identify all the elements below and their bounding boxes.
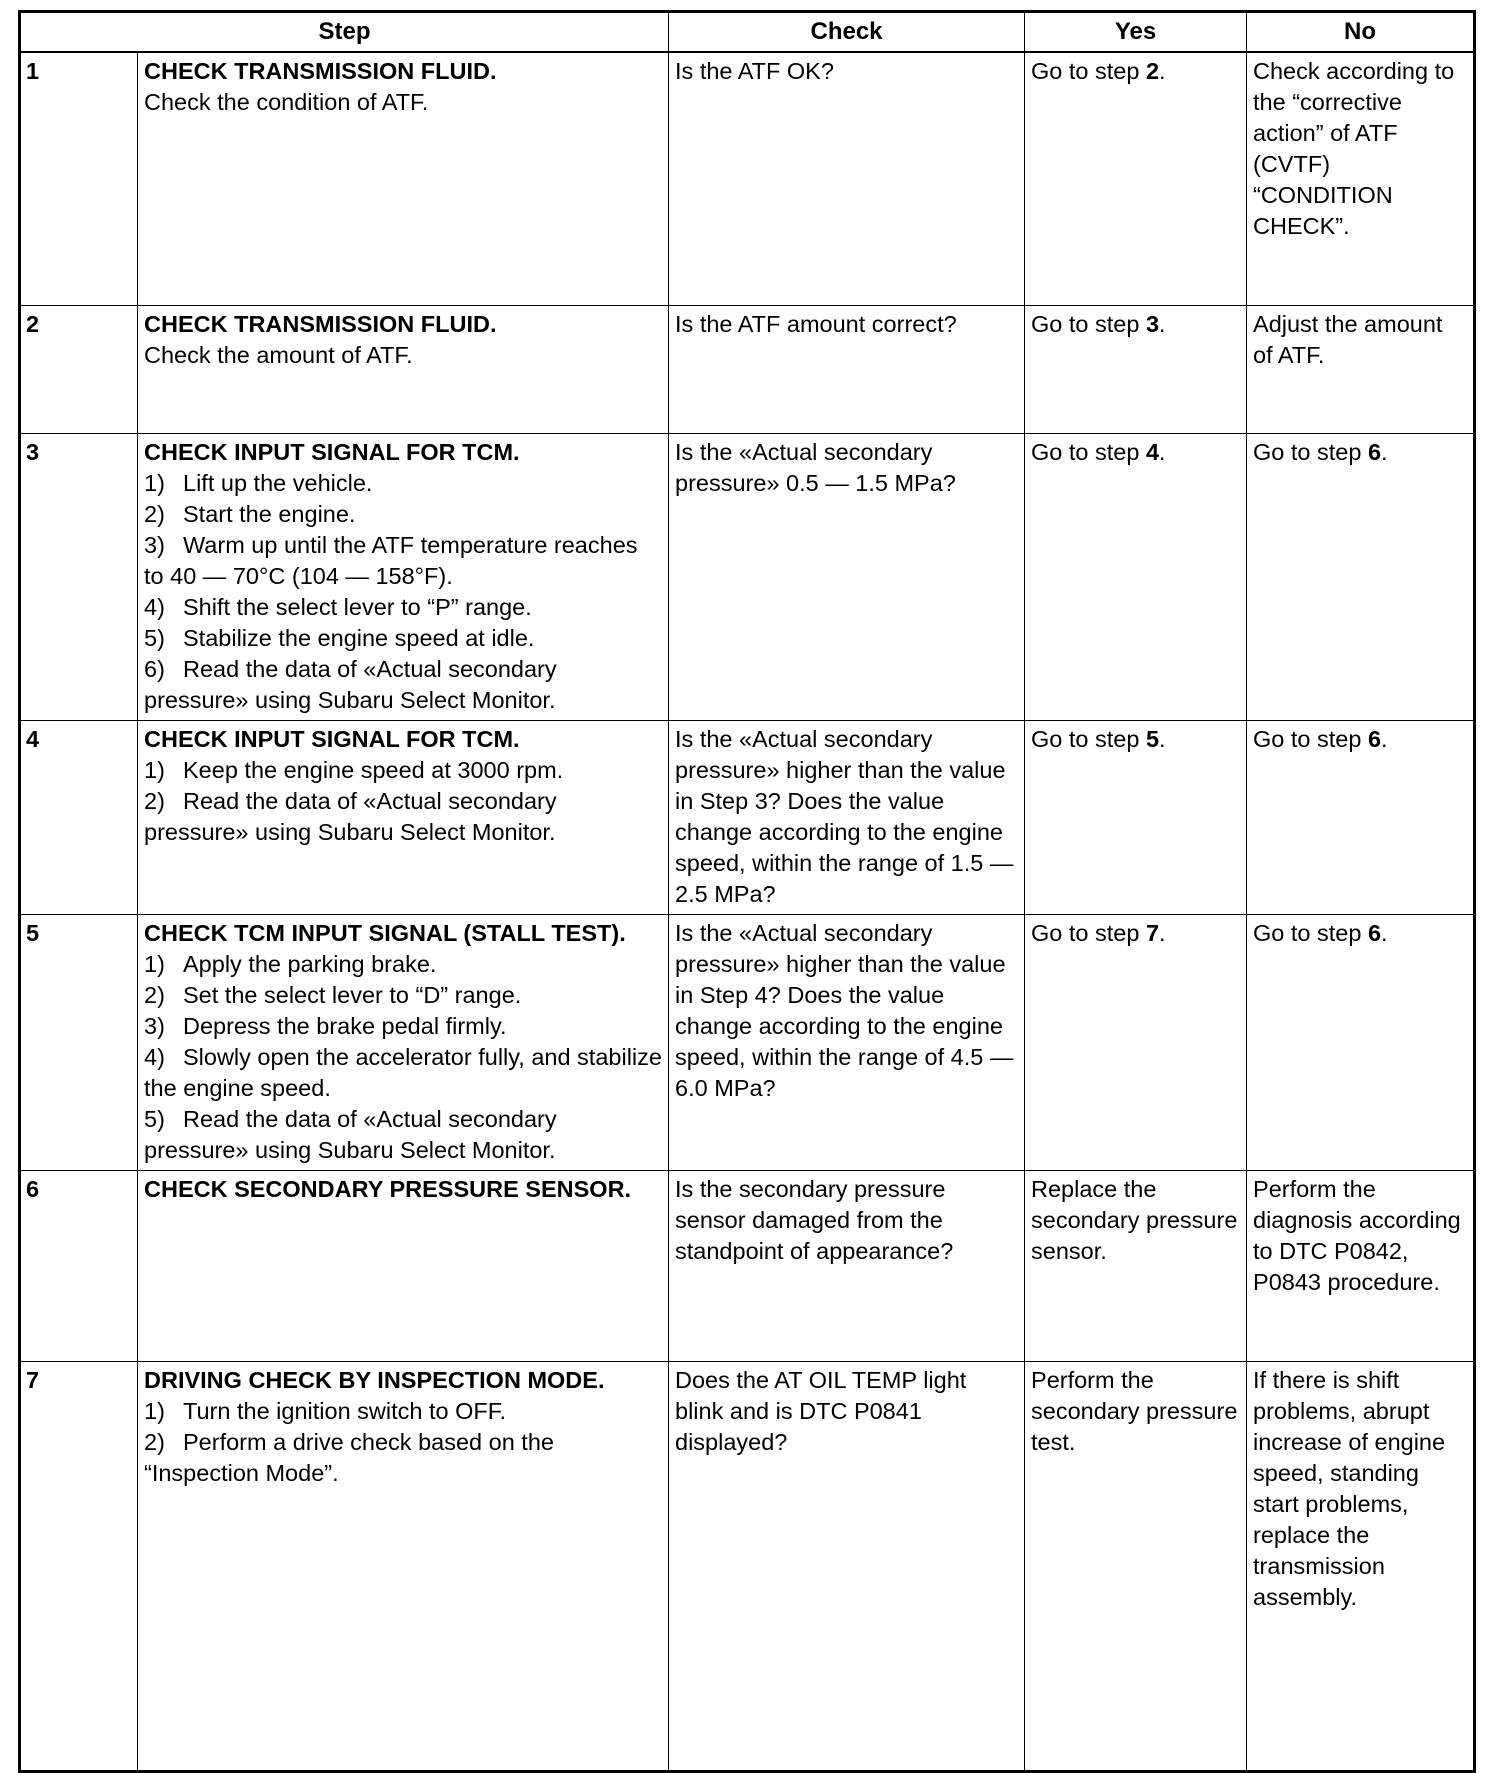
yes-action (1025, 914, 1247, 1170)
step-row (20, 914, 1475, 1170)
no-step-ref: 6 (1367, 919, 1382, 946)
yes-step-ref: 7 (1145, 919, 1160, 946)
step-title: DRIVING CHECK BY INSPECTION MODE. (144, 1366, 605, 1393)
yes-action-text: Go to step (1031, 438, 1146, 465)
check-question: Is the ATF amount correct? (669, 305, 1025, 433)
procedure-item-number: 2) (144, 500, 165, 527)
procedure-item-text: Slowly open the accelerator fully, and stabilize the engine speed. (144, 1043, 662, 1101)
yes-action (1025, 305, 1247, 433)
check-question: Is the «Actual secondary pressure» higher than the value in Step 3? Does the value change according to the engine speed, within the range of 1.5 — 2.5 MPa? (669, 720, 1025, 914)
no-action (1247, 1361, 1475, 1771)
procedure-item (144, 1042, 662, 1104)
no-action (1247, 1170, 1475, 1361)
procedure-item (144, 1396, 662, 1427)
check-question: Is the «Actual secondary pressure» higher than the value in Step 4? Does the value change according to the engine speed, within the range of 4.5 — 6.0 MPa? (669, 914, 1025, 1170)
procedure-item-text: Start the engine. (183, 500, 356, 527)
check-question: Does the AT OIL TEMP light blink and is DTC P0841 displayed? (669, 1361, 1025, 1771)
yes-step-ref: 4 (1145, 438, 1160, 465)
procedure-item (144, 499, 662, 530)
yes-action-end: . (1159, 725, 1166, 752)
procedure-item (144, 468, 662, 499)
procedure-item-text: Set the select lever to “D” range. (183, 981, 522, 1008)
procedure-item (144, 755, 662, 786)
no-action-text: Go to step (1253, 438, 1368, 465)
no-action-text: Go to step (1253, 919, 1368, 946)
procedure-item (144, 1104, 662, 1166)
step-description (138, 305, 669, 433)
procedure-item (144, 530, 662, 592)
header-check: Check (669, 12, 1025, 53)
procedure-item-text: Apply the parking brake. (183, 950, 437, 977)
procedure-item-number: 4) (144, 1043, 165, 1070)
no-action-text: If there is shift problems, abrupt increase of engine speed, standing start problems, replace the transmission assembly. (1253, 1366, 1446, 1610)
yes-action-text: Go to step (1031, 725, 1146, 752)
diagnostic-procedure-table (18, 10, 1476, 1773)
procedure-item-text: Read the data of «Actual secondary pressure» using Subaru Select Monitor. (144, 1105, 557, 1163)
procedure-item-number: 1) (144, 950, 165, 977)
procedure-item-text: Warm up until the ATF temperature reaches to 40 — 70°C (104 — 158°F). (144, 531, 638, 589)
step-number: 5 (20, 914, 138, 1170)
yes-action-text: Perform the secondary pressure test. (1031, 1366, 1238, 1455)
procedure-item (144, 592, 662, 623)
procedure-item-text: Shift the select lever to “P” range. (183, 593, 532, 620)
step-row (20, 305, 1475, 433)
yes-action-end: . (1159, 438, 1166, 465)
no-action-text: Go to step (1253, 725, 1368, 752)
procedure-item-text: Keep the engine speed at 3000 rpm. (183, 756, 564, 783)
check-question: Is the «Actual secondary pressure» 0.5 — 1.5 MPa? (669, 433, 1025, 720)
procedure-item-number: 2) (144, 1428, 165, 1455)
no-action-text: Check according to the “corrective action” of ATF (CVTF) “CONDITION CHECK”. (1253, 58, 1455, 239)
yes-action (1025, 720, 1247, 914)
step-description (138, 433, 669, 720)
procedure-item (144, 1011, 662, 1042)
step-number: 6 (20, 1170, 138, 1361)
step-number: 1 (20, 52, 138, 305)
step-title: CHECK TCM INPUT SIGNAL (STALL TEST). (144, 919, 626, 946)
no-step-ref: 6 (1367, 438, 1382, 465)
no-action-text: Perform the diagnosis according to DTC P0842, P0843 procedure. (1253, 1175, 1461, 1295)
step-row (20, 52, 1475, 305)
header-yes: Yes (1025, 12, 1247, 53)
step-title: CHECK INPUT SIGNAL FOR TCM. (144, 438, 520, 465)
procedure-item-number: 6) (144, 655, 165, 682)
check-question: Is the secondary pressure sensor damaged from the standpoint of appearance? (669, 1170, 1025, 1361)
procedure-item-text: Lift up the vehicle. (183, 469, 373, 496)
no-action (1247, 720, 1475, 914)
yes-action (1025, 1170, 1247, 1361)
step-description (138, 52, 669, 305)
step-number: 3 (20, 433, 138, 720)
procedure-item (144, 786, 662, 848)
procedure-item (144, 623, 662, 654)
procedure-item-number: 1) (144, 756, 165, 783)
yes-action-text: Go to step (1031, 310, 1146, 337)
yes-step-ref: 5 (1145, 725, 1160, 752)
procedure-item-number: 5) (144, 1105, 165, 1132)
procedure-item-number: 3) (144, 1012, 165, 1039)
step-description (138, 1170, 669, 1361)
procedure-item-text: Read the data of «Actual secondary pressure» using Subaru Select Monitor. (144, 655, 557, 713)
step-number: 7 (20, 1361, 138, 1771)
no-action (1247, 433, 1475, 720)
no-action (1247, 52, 1475, 305)
step-row (20, 1361, 1475, 1771)
procedure-item-number: 5) (144, 624, 165, 651)
procedure-item (144, 654, 662, 716)
step-number: 2 (20, 305, 138, 433)
procedure-item-number: 2) (144, 981, 165, 1008)
procedure-item-number: 2) (144, 787, 165, 814)
step-title: CHECK TRANSMISSION FLUID. (144, 310, 497, 337)
yes-action-end: . (1159, 919, 1166, 946)
step-description (138, 1361, 669, 1771)
no-action-text: Adjust the amount of ATF. (1253, 310, 1443, 368)
procedure-item-text: Perform a drive check based on the “Inspection Mode”. (144, 1428, 554, 1486)
step-title: CHECK TRANSMISSION FLUID. (144, 58, 497, 84)
yes-action-end: . (1159, 310, 1166, 337)
procedure-item-number: 4) (144, 593, 165, 620)
step-row (20, 433, 1475, 720)
procedure-item-text: Depress the brake pedal firmly. (183, 1012, 507, 1039)
yes-action-text: Go to step (1031, 58, 1146, 84)
header-row (20, 12, 1475, 53)
procedure-item (144, 980, 662, 1011)
yes-action-text: Go to step (1031, 919, 1146, 946)
step-description (138, 720, 669, 914)
no-action-end: . (1381, 438, 1388, 465)
procedure-item-number: 3) (144, 531, 165, 558)
procedure-item-number: 1) (144, 469, 165, 496)
step-instruction: Check the amount of ATF. (144, 341, 413, 368)
step-title: CHECK SECONDARY PRESSURE SENSOR. (144, 1175, 632, 1202)
step-row (20, 720, 1475, 914)
check-question: Is the ATF OK? (669, 52, 1025, 305)
yes-action (1025, 52, 1247, 305)
yes-action-text: Replace the secondary pressure sensor. (1031, 1175, 1238, 1264)
procedure-item-number: 1) (144, 1397, 165, 1424)
step-instruction: Check the condition of ATF. (144, 89, 429, 115)
procedure-item (144, 1427, 662, 1489)
yes-action-end: . (1159, 58, 1166, 84)
no-action-end: . (1381, 919, 1388, 946)
procedure-item-text: Stabilize the engine speed at idle. (183, 624, 535, 651)
yes-action (1025, 1361, 1247, 1771)
yes-step-ref: 2 (1145, 58, 1160, 84)
step-number: 4 (20, 720, 138, 914)
header-no: No (1247, 12, 1475, 53)
step-description (138, 914, 669, 1170)
no-step-ref: 6 (1367, 725, 1382, 752)
no-action (1247, 305, 1475, 433)
procedure-item-text: Turn the ignition switch to OFF. (183, 1397, 507, 1424)
yes-action (1025, 433, 1247, 720)
step-row (20, 1170, 1475, 1361)
no-action (1247, 914, 1475, 1170)
no-action-end: . (1381, 725, 1388, 752)
procedure-item (144, 949, 662, 980)
procedure-item-text: Read the data of «Actual secondary pressure» using Subaru Select Monitor. (144, 787, 557, 845)
yes-step-ref: 3 (1145, 310, 1160, 337)
step-title: CHECK INPUT SIGNAL FOR TCM. (144, 725, 520, 752)
header-step: Step (20, 12, 669, 53)
